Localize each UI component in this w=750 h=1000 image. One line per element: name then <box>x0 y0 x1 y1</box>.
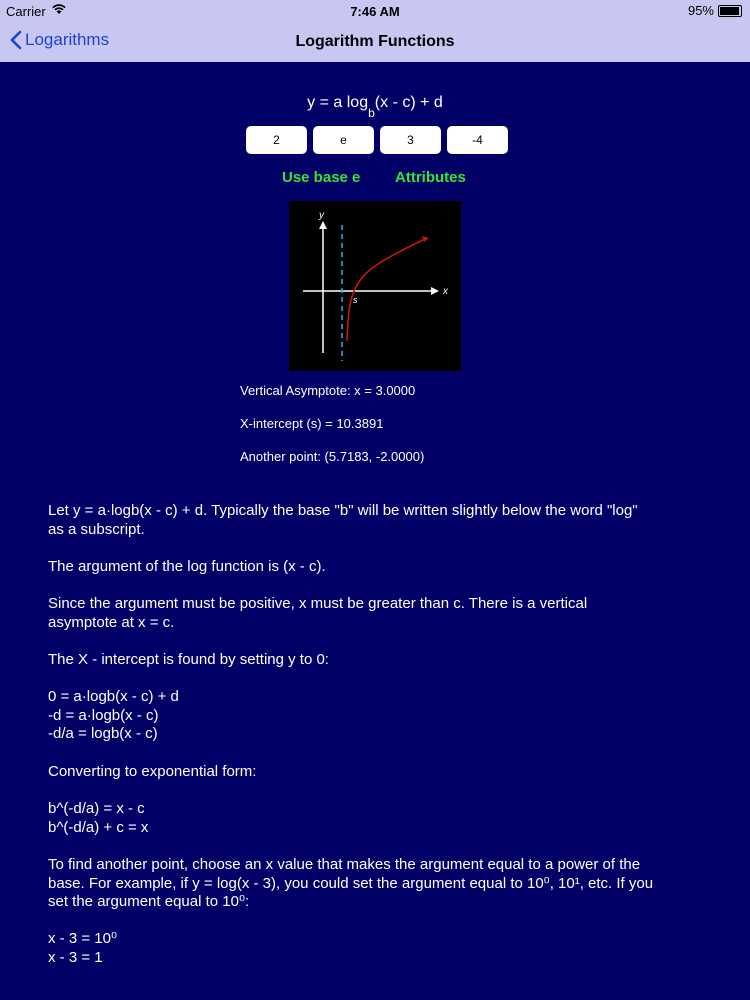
formula-base-subscript: b <box>368 106 375 120</box>
page-title: Logarithm Functions <box>295 33 455 50</box>
battery-indicator <box>688 3 742 18</box>
formula-tail: (x - c) + d <box>374 94 443 111</box>
battery-icon <box>718 5 742 17</box>
parameter-inputs <box>246 126 508 154</box>
equation-block-2 <box>48 800 708 837</box>
text-line: The X - intercept is found by setting y to 0: <box>48 651 329 668</box>
explanation-paragraph-3 <box>48 595 708 632</box>
carrier-label: Carrier <box>6 4 46 19</box>
explanation-paragraph-1 <box>48 502 708 539</box>
attributes-button[interactable]: Attributes <box>395 169 466 186</box>
y-axis-label: y <box>319 210 324 221</box>
text-line: The argument of the log function is (x - c). <box>48 558 326 575</box>
x-axis-label: x <box>443 286 448 297</box>
equation-block-1 <box>48 688 708 744</box>
curve-arrow <box>422 236 429 242</box>
function-graph <box>289 201 461 371</box>
text-line: To find another point, choose an x value that makes the argument equal to a power of the <box>48 856 641 873</box>
graph-canvas <box>289 201 461 371</box>
explanation-paragraph-5 <box>48 763 708 782</box>
equation-line: x - 3 = 1 <box>48 948 103 966</box>
text-line: base. For example, if y = log(x - 3), you could set the argument equal to 10⁰, 10¹, etc. If you <box>48 874 654 892</box>
text-line: Let y = a·logb(x - c) + d. Typically the base "b" will be written slightly below the word "log" <box>48 502 638 519</box>
explanation-paragraph-2 <box>48 558 708 577</box>
equation-block-3 <box>48 930 708 966</box>
navigation-bar <box>0 0 750 62</box>
log-curve <box>347 238 427 341</box>
param-b-input[interactable]: e <box>313 126 374 154</box>
text-line: as a subscript. <box>48 520 145 538</box>
explanation-paragraph-6 <box>48 856 708 912</box>
equation-line: -d = a·logb(x - c) <box>48 706 159 724</box>
x-axis-arrow <box>431 287 439 295</box>
equation-line: -d/a = logb(x - c) <box>48 725 158 742</box>
text-line: Since the argument must be positive, x must be greater than c. There is a vertical <box>48 595 588 612</box>
another-point-info: Another point: (5.7183, -2.0000) <box>240 449 425 464</box>
x-intercept-info: X-intercept (s) = 10.3891 <box>240 416 384 431</box>
equation-line: b^(-d/a) + c = x <box>48 818 149 836</box>
explanation-paragraph-4 <box>48 651 708 670</box>
y-axis-arrow <box>319 221 327 229</box>
equation-line: 0 = a·logb(x - c) + d <box>48 688 179 705</box>
equation-line: x - 3 = 10⁰ <box>48 930 117 947</box>
param-a-input[interactable]: 2 <box>246 126 307 154</box>
text-line: asymptote at x = c. <box>48 613 175 631</box>
param-d-input[interactable]: -4 <box>447 126 508 154</box>
x-intercept-label: s <box>353 295 358 305</box>
equation-line: b^(-d/a) = x - c <box>48 800 145 817</box>
text-line: set the argument equal to 10⁰: <box>48 893 250 910</box>
formula-display <box>0 94 750 120</box>
battery-percent: 95% <box>687 3 714 18</box>
param-c-input[interactable]: 3 <box>380 126 441 154</box>
back-label: Logarithms <box>25 30 110 49</box>
text-line: Converting to exponential form: <box>48 763 257 780</box>
formula-lead: y = a log <box>307 94 369 111</box>
use-base-e-button[interactable]: Use base e <box>282 169 361 186</box>
status-time: 7:46 AM <box>350 4 400 19</box>
asymptote-info: Vertical Asymptote: x = 3.0000 <box>240 383 416 398</box>
